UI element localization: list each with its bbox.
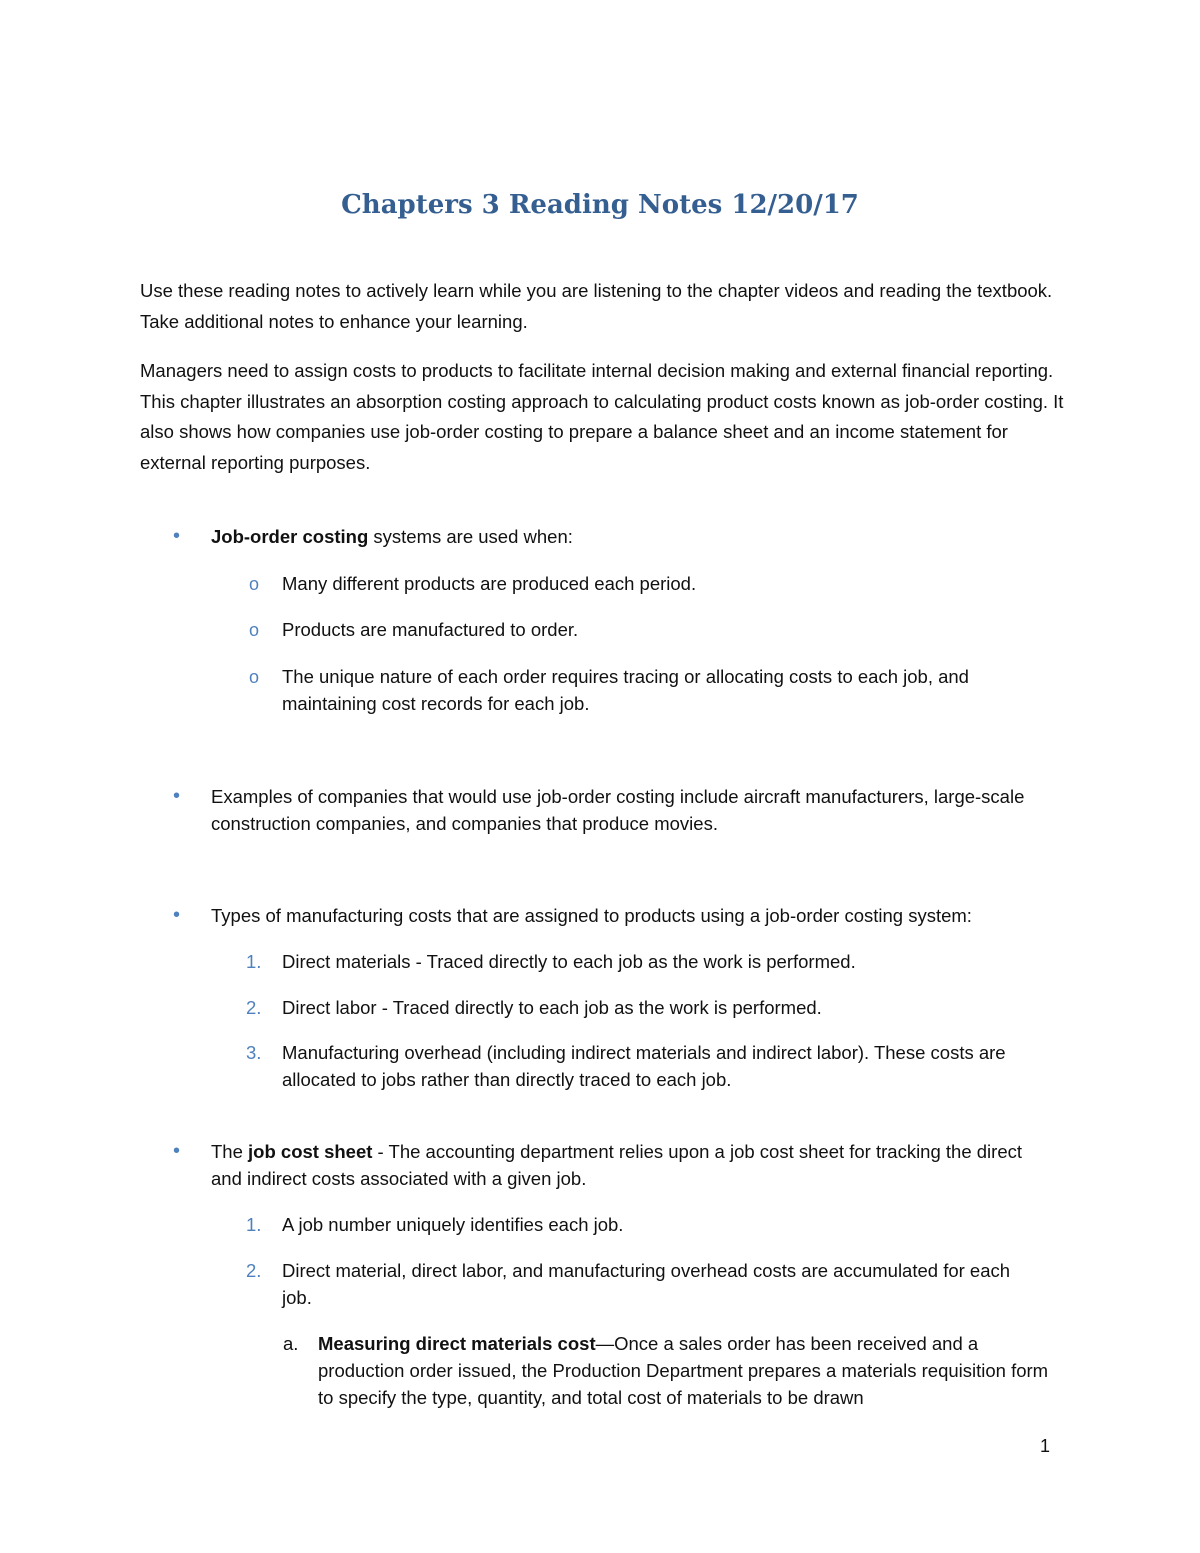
bullet-marker: • bbox=[173, 525, 181, 547]
page-number: 1 bbox=[1040, 1436, 1051, 1456]
bullet-text: - The accounting department relies upon a job cost sheet for tracking the direct and indirect costs associated with a given job. bbox=[211, 1141, 1022, 1189]
numbered-marker: 1. bbox=[246, 951, 262, 972]
bullet-job-cost-sheet bbox=[211, 1138, 1041, 1192]
numbered-marker: 3. bbox=[246, 1042, 262, 1063]
numbered-marker: 2. bbox=[246, 1260, 262, 1281]
sub-bullet-marker: o bbox=[249, 620, 260, 640]
sub-bullet-marker: o bbox=[249, 574, 260, 594]
bullet-marker: • bbox=[173, 785, 181, 807]
lettered-item-text: —Once a sales order has been received and a production order issued, the Production Department prepares a materials requisition form to specify the type, quantity, and total cost of materials to be drawn bbox=[318, 1333, 1049, 1408]
page-title: Chapters 3 Reading Notes 12/20/17 bbox=[341, 190, 859, 220]
bold-term: job cost sheet bbox=[248, 1141, 373, 1162]
sub-bullet-item: Many different products are produced each period. bbox=[282, 573, 697, 594]
bullet-examples: Examples of companies that would use job-order costing include aircraft manufacturers, large-scale construction companies, and companies that produce movies. bbox=[211, 786, 1025, 834]
numbered-item: Direct material, direct labor, and manufacturing overhead costs are accumulated for each job. bbox=[282, 1260, 1011, 1308]
numbered-item: Direct labor - Traced directly to each job as the work is performed. bbox=[282, 997, 822, 1018]
sub-bullet-item: Products are manufactured to order. bbox=[282, 619, 579, 640]
sub-bullet-marker: o bbox=[249, 667, 260, 687]
numbered-item: Manufacturing overhead (including indirect materials and indirect labor). These costs are allocated to jobs rather than directly traced to each job. bbox=[282, 1042, 1006, 1090]
numbered-marker: 1. bbox=[246, 1214, 262, 1235]
numbered-item: Direct materials - Traced directly to each job as the work is performed. bbox=[282, 951, 856, 972]
bullet-text-pre: The bbox=[211, 1141, 249, 1162]
bullet-marker: • bbox=[173, 904, 181, 926]
sub-bullet-item: The unique nature of each order requires tracing or allocating costs to each job, and maintaining cost records for each job. bbox=[282, 666, 969, 714]
lettered-marker: a. bbox=[283, 1333, 299, 1354]
numbered-item: A job number uniquely identifies each job. bbox=[282, 1214, 624, 1235]
bold-term: Measuring direct materials cost bbox=[318, 1333, 596, 1354]
numbered-marker: 2. bbox=[246, 997, 262, 1018]
bullet-text: systems are used when: bbox=[368, 526, 573, 547]
intro-paragraph-2: Managers need to assign costs to products to facilitate internal decision making and external financial reporting. This chapter illustrates an absorption costing approach to calculating product costs known as job-order costing. It also shows how companies use job-order costing to prepare a balance sheet and an income statement for external reporting purposes. bbox=[140, 360, 1064, 473]
bullet-marker: • bbox=[173, 1140, 181, 1162]
intro-paragraph-1: Use these reading notes to actively learn while you are listening to the chapter videos and reading the textbook. Take additional notes to enhance your learning. bbox=[140, 280, 1053, 332]
lettered-item bbox=[318, 1330, 1068, 1411]
bullet-job-order-costing bbox=[211, 523, 1071, 550]
bold-term: Job-order costing bbox=[211, 526, 369, 547]
bullet-cost-types: Types of manufacturing costs that are assigned to products using a job-order costing system: bbox=[211, 905, 972, 926]
